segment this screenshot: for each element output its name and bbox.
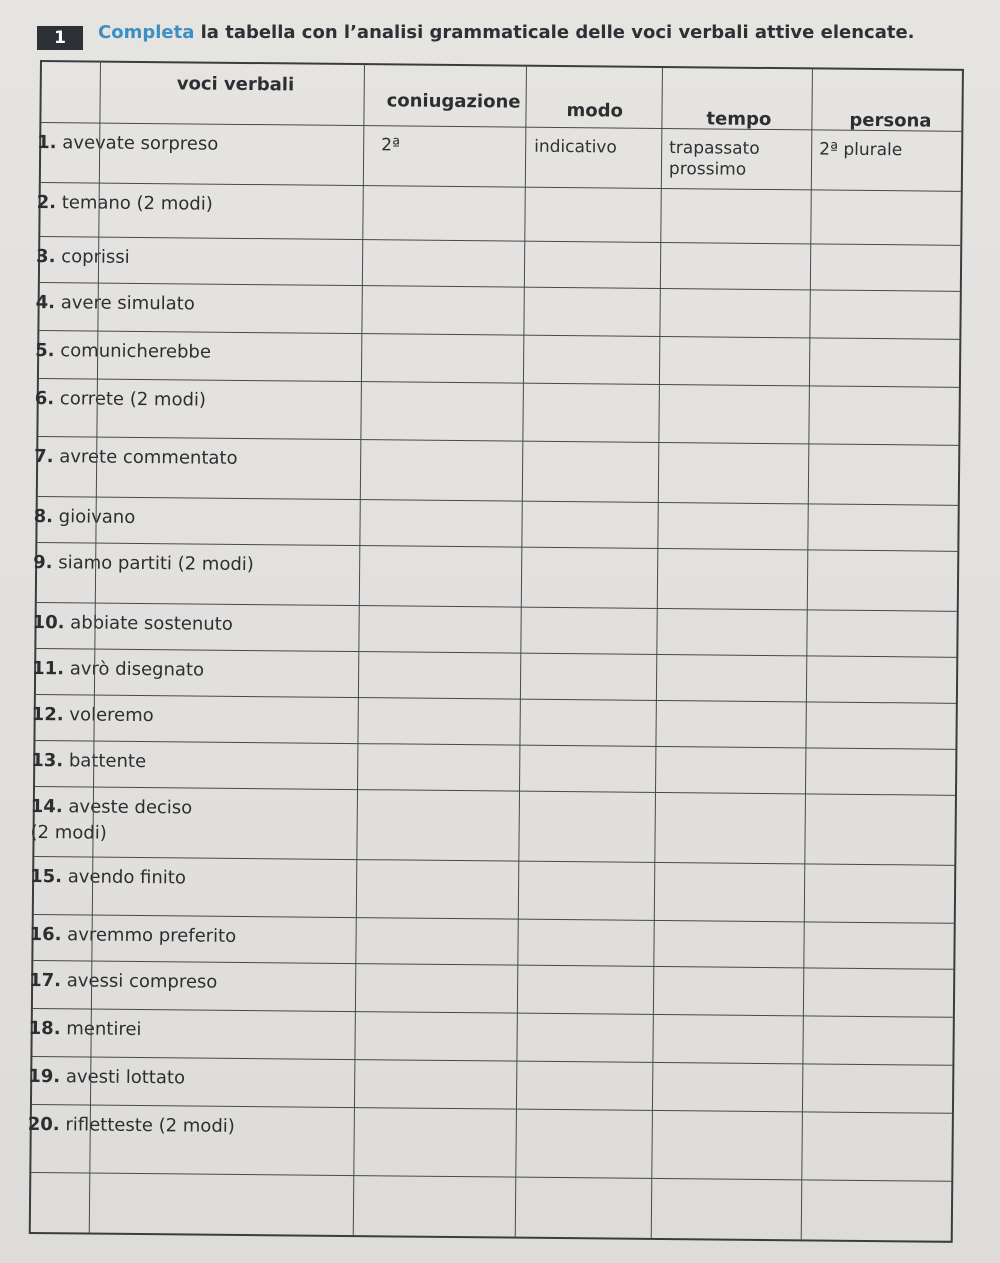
verb-text: avremmo preferito [67, 924, 237, 947]
table-row [34, 378, 959, 446]
row-number: 4. [35, 291, 56, 314]
verb-form [35, 386, 206, 414]
verb-text: avrete commentato [59, 446, 238, 469]
row-number: 20. [27, 1113, 60, 1136]
verb-text: temano (2 modi) [61, 192, 213, 215]
verb-form [28, 1064, 185, 1092]
header-modo: modo [566, 100, 624, 122]
verb-form [34, 444, 238, 472]
row-number: 2. [36, 191, 57, 214]
verb-text: avesti lottato [65, 1066, 186, 1089]
verb-text: avere simulato [60, 292, 195, 315]
verb-text: abbiate sostenuto [70, 612, 233, 635]
row-number: 7. [34, 445, 54, 468]
row-number: 18. [28, 1017, 61, 1040]
verb-form [32, 656, 204, 684]
row-number: 1. [37, 131, 57, 154]
row-number: 14. [30, 795, 63, 818]
table-row [33, 542, 958, 612]
row-number: 9. [33, 551, 53, 574]
verb-text: gioivano [58, 506, 136, 528]
verb-form [33, 504, 135, 531]
table-row [30, 786, 955, 866]
verb-text: mentirei [66, 1018, 142, 1041]
verb-analysis-table [29, 60, 964, 1243]
table-row [36, 182, 960, 246]
row-number: 10. [32, 611, 65, 634]
instruction-lead: Completa [98, 22, 195, 43]
modo-cell[interactable]: indicativo [534, 136, 617, 158]
verb-form [30, 794, 192, 848]
row-number: 3. [36, 245, 56, 268]
row-number: 17. [29, 969, 62, 992]
table-row [27, 1104, 952, 1182]
verb-text: avendo finito [67, 866, 187, 889]
table-row [30, 856, 955, 924]
verb-text: correte (2 modi) [59, 388, 207, 411]
verb-form [31, 748, 146, 775]
verb-text: avessi compreso [66, 970, 218, 993]
header-voci-verbali: voci verbali [176, 73, 295, 96]
header-tempo: tempo [706, 108, 772, 131]
persona-cell[interactable]: 2ª plurale [819, 139, 903, 161]
verb-form [37, 190, 213, 218]
table-row [34, 436, 959, 506]
verb-form [28, 1112, 235, 1140]
verb-form [29, 922, 236, 950]
row-number: 12. [31, 703, 64, 726]
verb-form [36, 244, 130, 271]
verb-text: comunicherebbe [60, 340, 212, 363]
verb-form [36, 290, 195, 318]
row-number: 11. [32, 657, 65, 680]
row-number: 6. [34, 387, 55, 410]
row-number: 16. [29, 923, 62, 946]
tempo-cell[interactable]: trapassato prossimo [668, 138, 760, 180]
verb-text: aveste deciso (2 modi) [30, 796, 193, 844]
header-coniugazione: coniugazione [386, 90, 521, 113]
verb-form [29, 1016, 142, 1043]
coniugazione-cell[interactable]: 2ª [381, 135, 401, 156]
verb-form [29, 968, 217, 996]
verb-form [32, 610, 232, 638]
verb-text: coprissi [61, 246, 130, 268]
row-number: 5. [35, 339, 55, 362]
verb-form [30, 864, 186, 891]
instruction-text: la tabella con l’analisi grammaticale delle voci verbali attive elencate. [194, 22, 915, 43]
verb-text: rifletteste (2 modi) [65, 1114, 235, 1137]
header-persona: persona [849, 109, 932, 132]
exercise-number-badge: 1 [37, 26, 83, 50]
table-row [37, 122, 962, 192]
table-header-row [41, 62, 962, 132]
verb-form [33, 550, 254, 578]
verb-form [37, 130, 218, 158]
exercise-instruction [98, 22, 915, 43]
verb-text: battente [68, 750, 147, 773]
verb-text: voleremo [69, 704, 154, 727]
verb-text: avrò disegnato [69, 658, 205, 681]
row-number: 19. [28, 1065, 61, 1088]
row-number: 13. [31, 749, 64, 772]
verb-text: siamo partiti (2 modi) [58, 552, 254, 576]
row-number: 15. [30, 865, 63, 888]
row-number: 8. [33, 505, 54, 528]
verb-text: avevate sorpreso [62, 132, 219, 155]
verb-form [35, 338, 211, 366]
